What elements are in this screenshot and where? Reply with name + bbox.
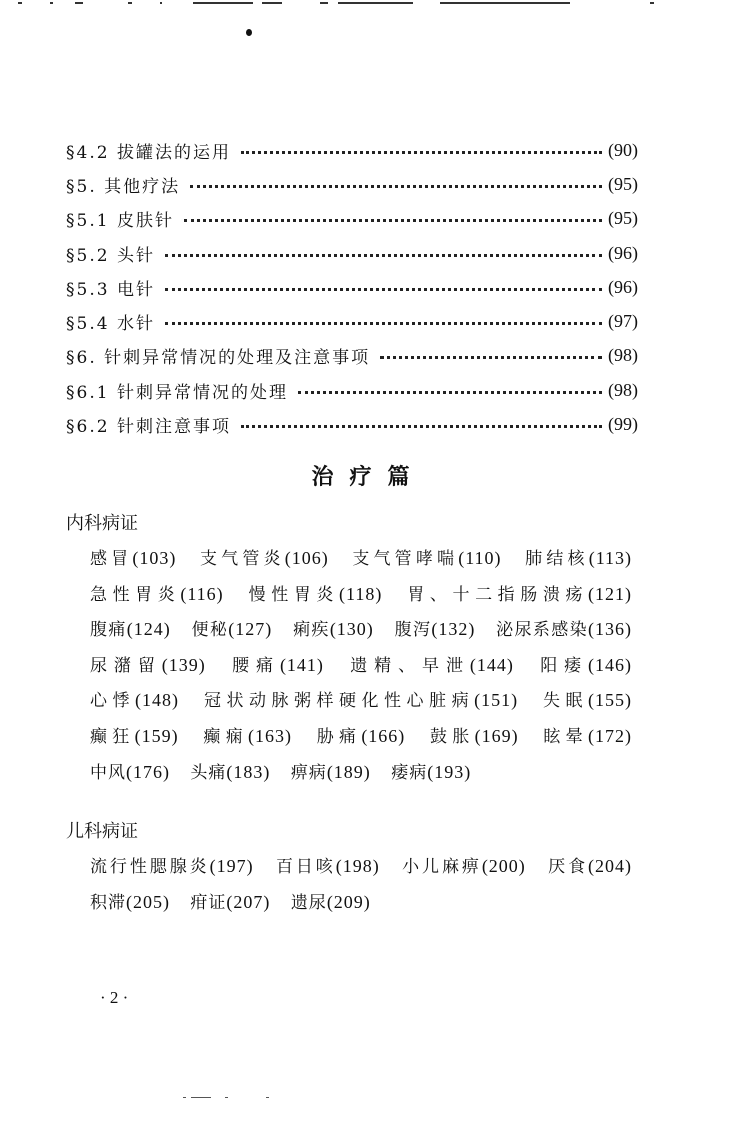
index-entry-page: (172) [588, 725, 632, 746]
index-entry-page: (207) [226, 891, 271, 912]
index-entry-name: 疳证 [190, 892, 227, 913]
dot-leader [165, 322, 602, 325]
index-entry-name: 阳痿 [540, 655, 589, 676]
index-entry-name: 便秘 [191, 620, 229, 641]
index-entry[interactable] [204, 691, 518, 711]
toc-entry-page: (96) [608, 242, 638, 263]
index-entry-name: 痿病 [391, 762, 428, 783]
index-entry-page: (121) [588, 583, 633, 604]
toc-entry-title: §6. 针刺异常情况的处理及注意事项 [66, 348, 371, 369]
index-entry[interactable] [496, 620, 632, 640]
index-entry[interactable] [395, 620, 476, 640]
index-entry-name: 胃、十二指肠溃疡 [407, 584, 589, 605]
index-entry-name: 鼓胀 [430, 726, 475, 747]
scan-artifact-top [0, 0, 737, 8]
section-internal-medicine [66, 507, 646, 790]
index-entry[interactable] [548, 857, 632, 877]
index-entry[interactable] [90, 857, 254, 877]
index-entry-page: (141) [279, 654, 324, 675]
index-entry-name: 心悸 [90, 691, 136, 712]
index-entry-page: (130) [329, 619, 374, 640]
index-entry-page: (176) [126, 761, 170, 782]
index-entry-page: (103) [132, 548, 177, 568]
index-entry-page: (198) [335, 856, 380, 876]
toc-entry-page: (96) [608, 276, 638, 297]
index-entry[interactable] [203, 727, 292, 747]
index-entry-page: (159) [134, 725, 179, 746]
toc-entry[interactable] [66, 339, 638, 373]
section-entries [66, 541, 646, 790]
index-entry-page: (151) [474, 690, 519, 711]
index-entry-page: (144) [469, 654, 514, 675]
index-entry[interactable] [402, 857, 526, 877]
index-entry-page: (127) [228, 619, 273, 640]
toc-entry-title: §5. 其他疗法 [66, 176, 181, 197]
index-entry-name: 泌尿系感染 [496, 620, 588, 641]
scan-dot-mark [246, 29, 252, 36]
index-entry-page: (200) [481, 856, 526, 876]
index-entry-name: 感冒 [90, 549, 133, 569]
index-entry[interactable] [190, 763, 270, 783]
section-entries [66, 849, 646, 920]
index-entry-page: (163) [247, 725, 292, 746]
index-entry[interactable] [291, 893, 371, 913]
section-pediatrics [66, 815, 646, 920]
index-entry[interactable] [90, 763, 170, 783]
index-entry[interactable] [90, 656, 206, 676]
index-entry-name: 失眠 [543, 691, 589, 712]
toc-entry-page: (98) [608, 345, 638, 366]
toc-entry[interactable] [66, 167, 638, 201]
index-entry-page: (209) [326, 891, 371, 912]
section-heading: 儿科病证 [66, 821, 138, 842]
index-entry-name: 流行性腮腺炎 [90, 857, 210, 877]
part-title: 治疗篇 [311, 465, 426, 490]
toc-entry[interactable] [66, 304, 638, 338]
index-entry[interactable] [543, 727, 632, 747]
index-entry-page: (132) [431, 619, 476, 640]
index-entry-name: 小儿麻痹 [402, 857, 482, 877]
index-entry-name: 腰痛 [232, 655, 280, 676]
index-entry-name: 眩晕 [543, 726, 588, 747]
index-entry-page: (204) [588, 856, 633, 876]
index-entry[interactable] [232, 656, 324, 676]
index-entry-page: (166) [361, 725, 406, 746]
table-of-contents [66, 133, 638, 442]
toc-entry-page: (90) [608, 139, 638, 160]
index-entry-name: 胁痛 [316, 726, 362, 747]
index-entry-page: (169) [474, 725, 519, 746]
index-entry[interactable] [90, 691, 179, 711]
index-entry[interactable] [90, 727, 179, 747]
index-entry[interactable] [90, 620, 171, 640]
toc-entry-page: (99) [608, 414, 638, 435]
index-entry-name: 支气管炎 [199, 549, 285, 569]
index-entry-page: (106) [284, 548, 329, 568]
index-entry-name: 积滞 [90, 892, 126, 913]
index-entry-page: (118) [339, 583, 383, 604]
index-entry-page: (189) [326, 761, 371, 782]
index-entry-page: (197) [209, 856, 254, 876]
index-entry-page: (124) [126, 619, 171, 640]
toc-entry[interactable] [66, 407, 638, 441]
index-entry[interactable] [540, 656, 632, 676]
dot-leader [184, 219, 602, 222]
index-entry-name: 遗尿 [290, 892, 327, 913]
index-entry[interactable] [430, 727, 519, 747]
index-entry[interactable] [90, 893, 170, 913]
index-entry-page: (110) [458, 548, 502, 568]
dot-leader [165, 288, 602, 291]
index-entry-name: 癫狂 [90, 726, 135, 747]
index-entry-page: (183) [226, 761, 271, 782]
index-entry[interactable] [192, 620, 273, 640]
index-entry[interactable] [190, 893, 270, 913]
index-entry[interactable] [249, 585, 383, 605]
index-entry-name: 支气管哮喘 [352, 549, 459, 569]
index-entry[interactable] [291, 763, 371, 783]
index-entry-page: (146) [588, 654, 633, 675]
dot-leader [165, 254, 602, 257]
toc-entry-page: (97) [608, 311, 638, 332]
toc-entry[interactable] [66, 236, 638, 270]
toc-entry-title: §4.2 拔罐法的运用 [66, 142, 231, 163]
toc-entry[interactable] [66, 202, 638, 236]
dot-leader [241, 151, 602, 154]
index-entry-name: 头痛 [190, 762, 227, 783]
index-entry[interactable] [90, 549, 176, 569]
index-entry[interactable] [543, 691, 632, 711]
index-entry-name: 痢疾 [293, 620, 330, 641]
scan-artifact-bottom [183, 1097, 283, 1100]
index-entry-name: 遗精、早泄 [350, 655, 470, 676]
toc-entry-title: §5.3 电针 [66, 279, 155, 300]
index-entry-page: (205) [126, 891, 170, 912]
index-entry[interactable] [352, 549, 501, 569]
index-entry-name: 痹病 [290, 762, 327, 783]
index-entry-name: 厌食 [548, 857, 589, 877]
toc-entry[interactable] [66, 270, 638, 304]
index-entry[interactable] [350, 656, 514, 676]
index-entry-page: (116) [180, 583, 224, 604]
toc-entry[interactable] [66, 133, 638, 167]
index-entry-page: (139) [161, 654, 206, 675]
toc-entry-page: (98) [608, 379, 638, 400]
toc-entry-title: §5.2 头针 [66, 245, 155, 266]
index-entry[interactable] [407, 585, 632, 605]
index-entry-page: (136) [588, 619, 632, 640]
index-entry-page: (193) [427, 761, 472, 782]
index-entry-name: 百日咳 [275, 857, 336, 877]
dot-leader [241, 425, 602, 428]
index-entry-name: 癫痫 [203, 726, 248, 747]
index-entry-name: 腹泻 [394, 620, 432, 641]
toc-entry-title: §5.4 水针 [66, 314, 155, 335]
toc-entry-title: §5.1 皮肤针 [66, 211, 174, 232]
index-entry-name: 中风 [90, 762, 126, 783]
index-entry[interactable] [525, 549, 632, 569]
index-entry-name: 冠状动脉粥样硬化性心脏病 [203, 691, 475, 712]
index-entry-page: (155) [588, 690, 633, 711]
toc-entry-title: §6.2 针刺注意事项 [66, 417, 231, 438]
index-entry[interactable] [276, 857, 380, 877]
index-entry[interactable] [200, 549, 329, 569]
toc-entry-page: (95) [608, 173, 638, 194]
dot-leader [380, 356, 602, 359]
dot-leader [190, 185, 602, 188]
section-heading: 内科病证 [66, 513, 138, 534]
index-entry[interactable] [293, 620, 374, 640]
page-number: · 2 · [100, 988, 129, 1007]
index-entry-name: 腹痛 [90, 620, 127, 641]
index-entry-name: 肺结核 [525, 549, 589, 569]
index-entry-name: 尿潴留 [90, 655, 162, 676]
toc-entry[interactable] [66, 373, 638, 407]
index-entry-page: (148) [135, 690, 180, 711]
index-entry-page: (113) [588, 548, 633, 568]
index-entry[interactable] [391, 763, 471, 783]
index-entry[interactable] [317, 727, 406, 747]
dot-leader [298, 391, 602, 394]
index-entry[interactable] [90, 585, 224, 605]
index-entry-name: 急性胃炎 [90, 584, 181, 605]
index-entry-name: 慢性胃炎 [248, 584, 340, 605]
toc-entry-title: §6.1 针刺异常情况的处理 [66, 382, 288, 403]
toc-entry-page: (95) [608, 208, 638, 229]
